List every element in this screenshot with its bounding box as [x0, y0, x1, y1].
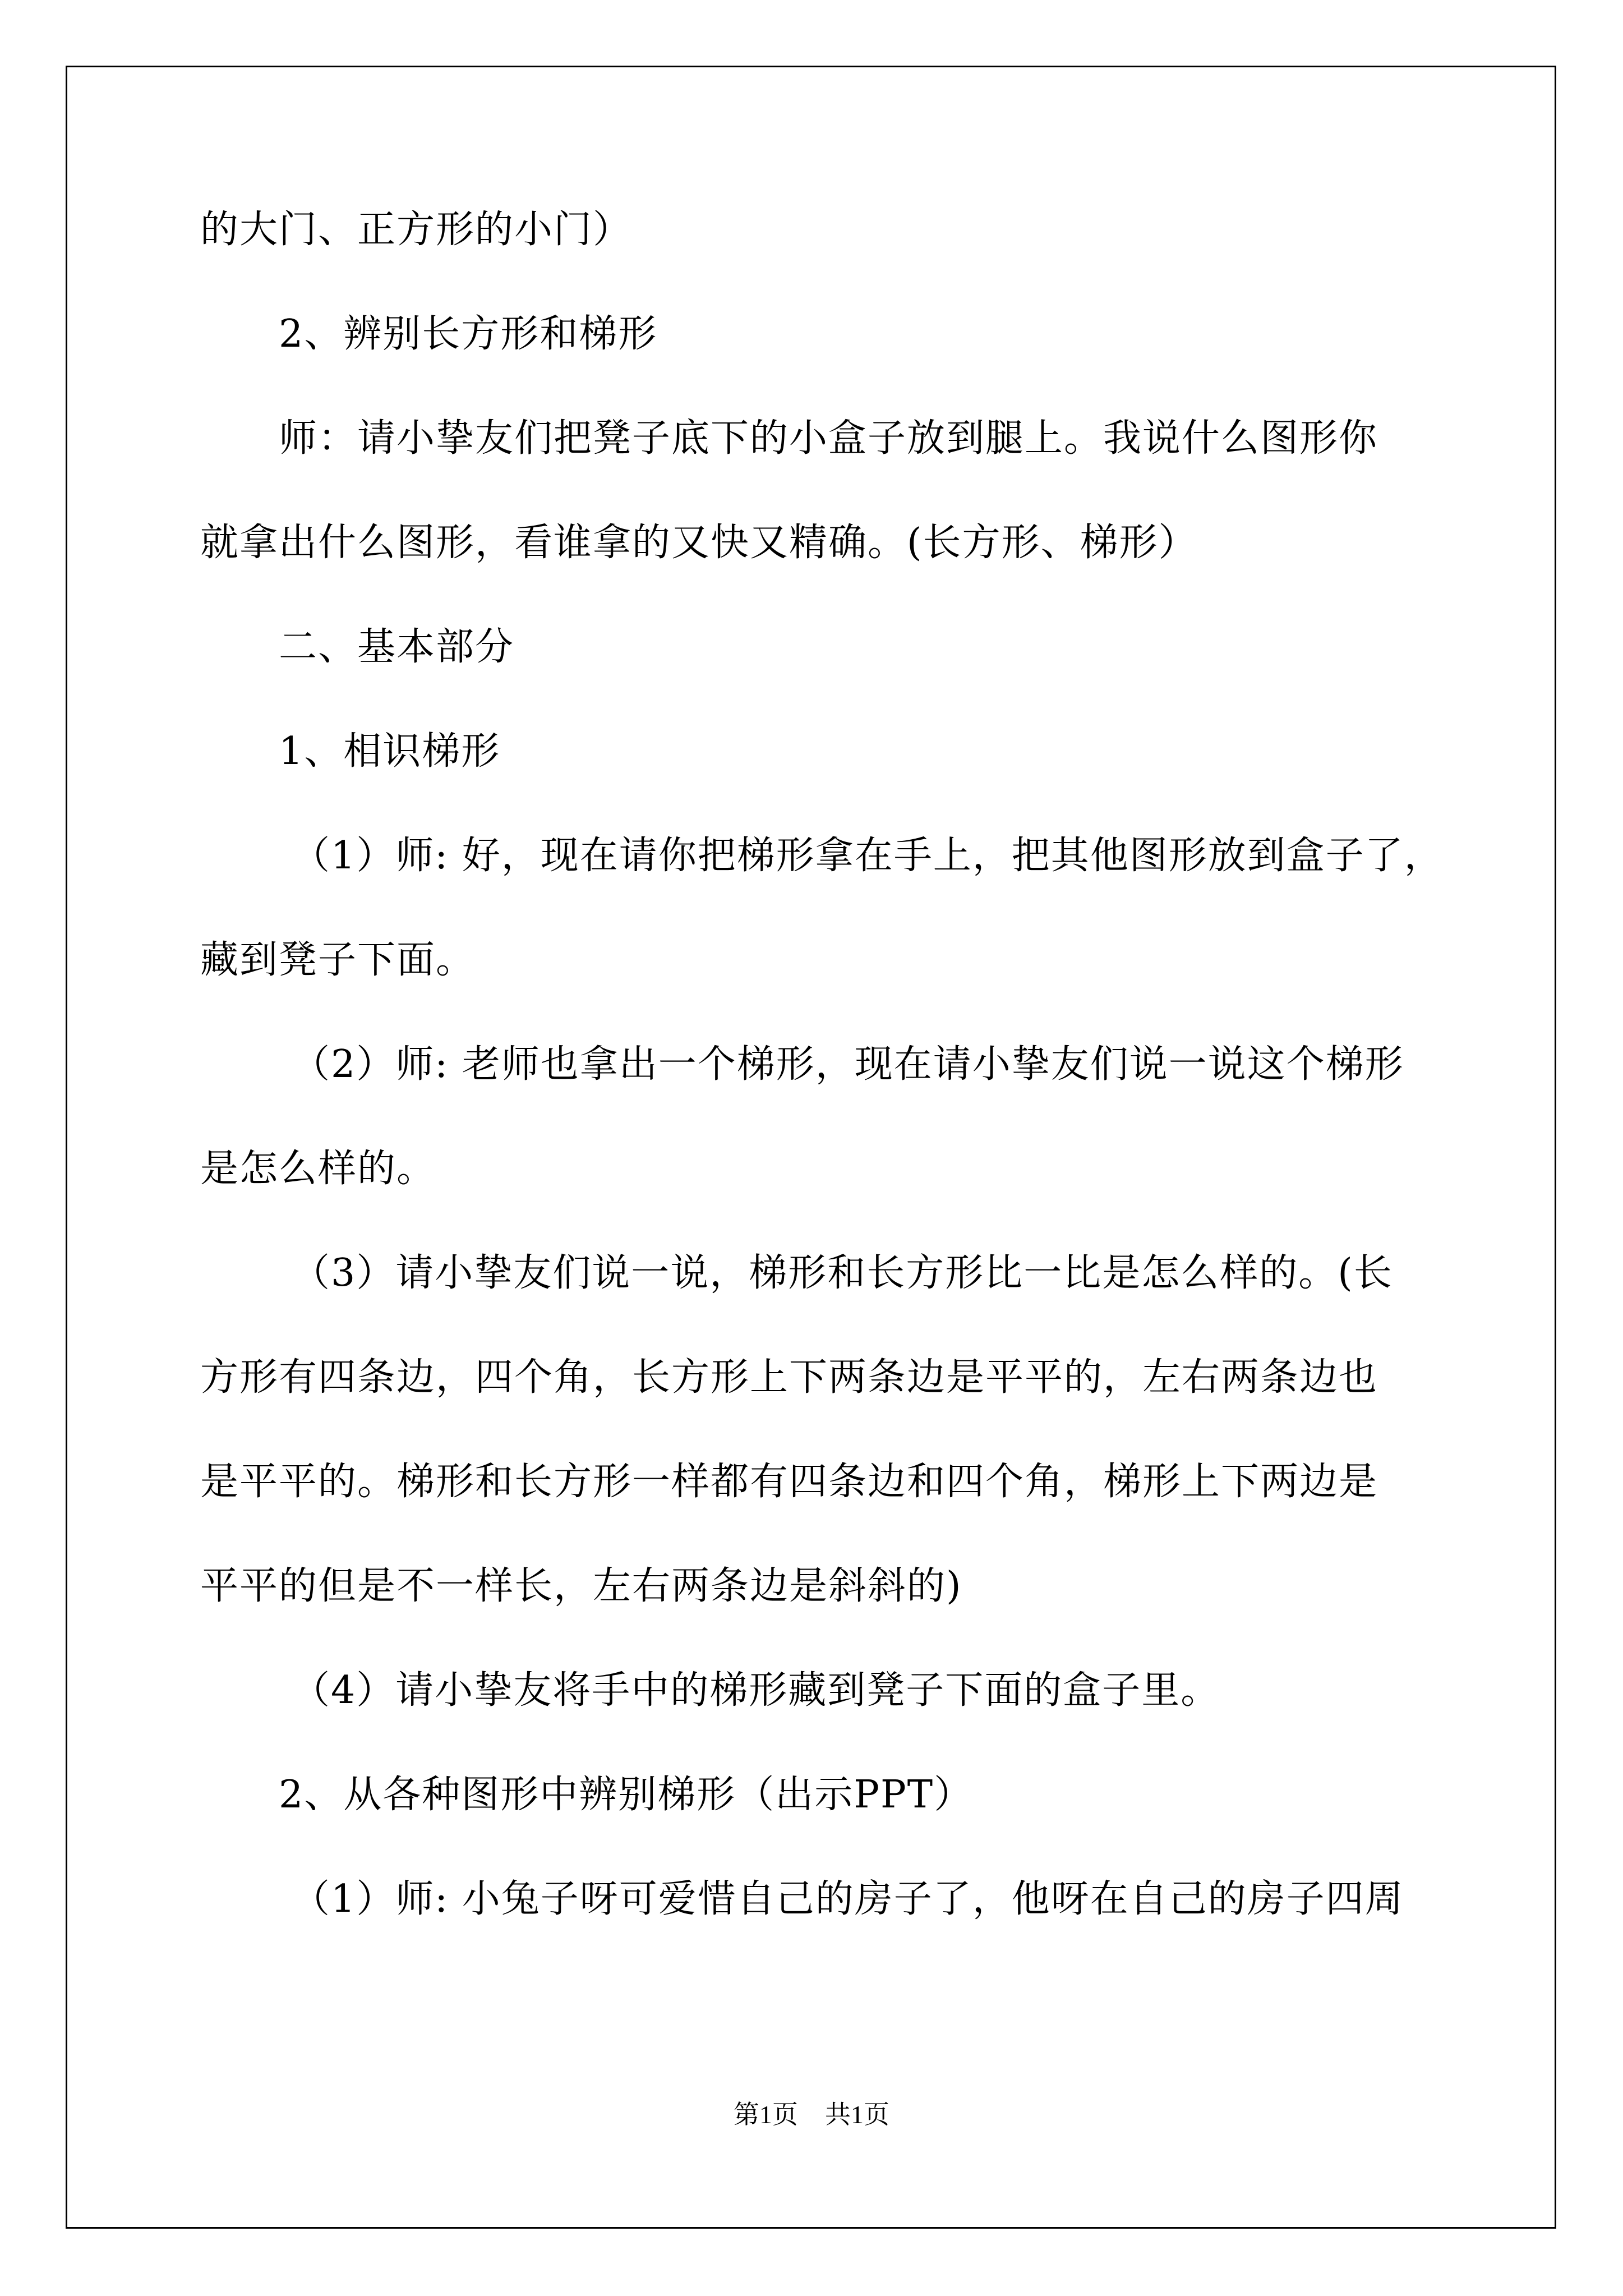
text-line: 师：请小挚友们把凳子底下的小盒子放到腿上。我说什么图形你 — [279, 416, 1378, 461]
text-line: 2、从各种图形中辨别梯形（出示PPT） — [279, 1773, 974, 1817]
text-line: 2、辨别长方形和梯形 — [279, 312, 658, 356]
text-line: （2）师: 老师也拿出一个梯形，现在请小挚友们说一说这个梯形 — [292, 1042, 1404, 1087]
text-line: 平平的但是不一样长，左右两条边是斜斜的) — [200, 1564, 962, 1608]
page-number: 第1页 — [734, 2100, 798, 2129]
page-total: 共1页 — [825, 2100, 889, 2129]
text-line: （1）师: 好，现在请你把梯形拿在手上，把其他图形放到盒子了， — [292, 834, 1444, 878]
text-line: 方形有四条边，四个角，长方形上下两条边是平平的，左右两条边也 — [200, 1355, 1378, 1400]
text-line: 1、相识梯形 — [279, 729, 501, 774]
text-line: 是平平的。梯形和长方形一样都有四条边和四个角，梯形上下两边是 — [200, 1460, 1378, 1504]
text-line: 藏到凳子下面。 — [200, 938, 476, 982]
page-footer — [0, 2099, 1623, 2131]
text-line: （4）请小挚友将手中的梯形藏到凳子下面的盒子里。 — [292, 1668, 1220, 1713]
text-line: 是怎么样的。 — [200, 1147, 436, 1191]
text-line: （3）请小挚友们说一说，梯形和长方形比一比是怎么样的。(长 — [292, 1251, 1393, 1295]
text-line: 的大门、正方形的小门） — [200, 208, 633, 252]
text-line: 二、基本部分 — [279, 625, 515, 669]
text-line: 就拿出什么图形，看谁拿的又快又精确。(长方形、梯形） — [200, 521, 1198, 565]
text-line: （1）师: 小兔子呀可爱惜自己的房子了，他呀在自己的房子四周 — [292, 1877, 1404, 1921]
